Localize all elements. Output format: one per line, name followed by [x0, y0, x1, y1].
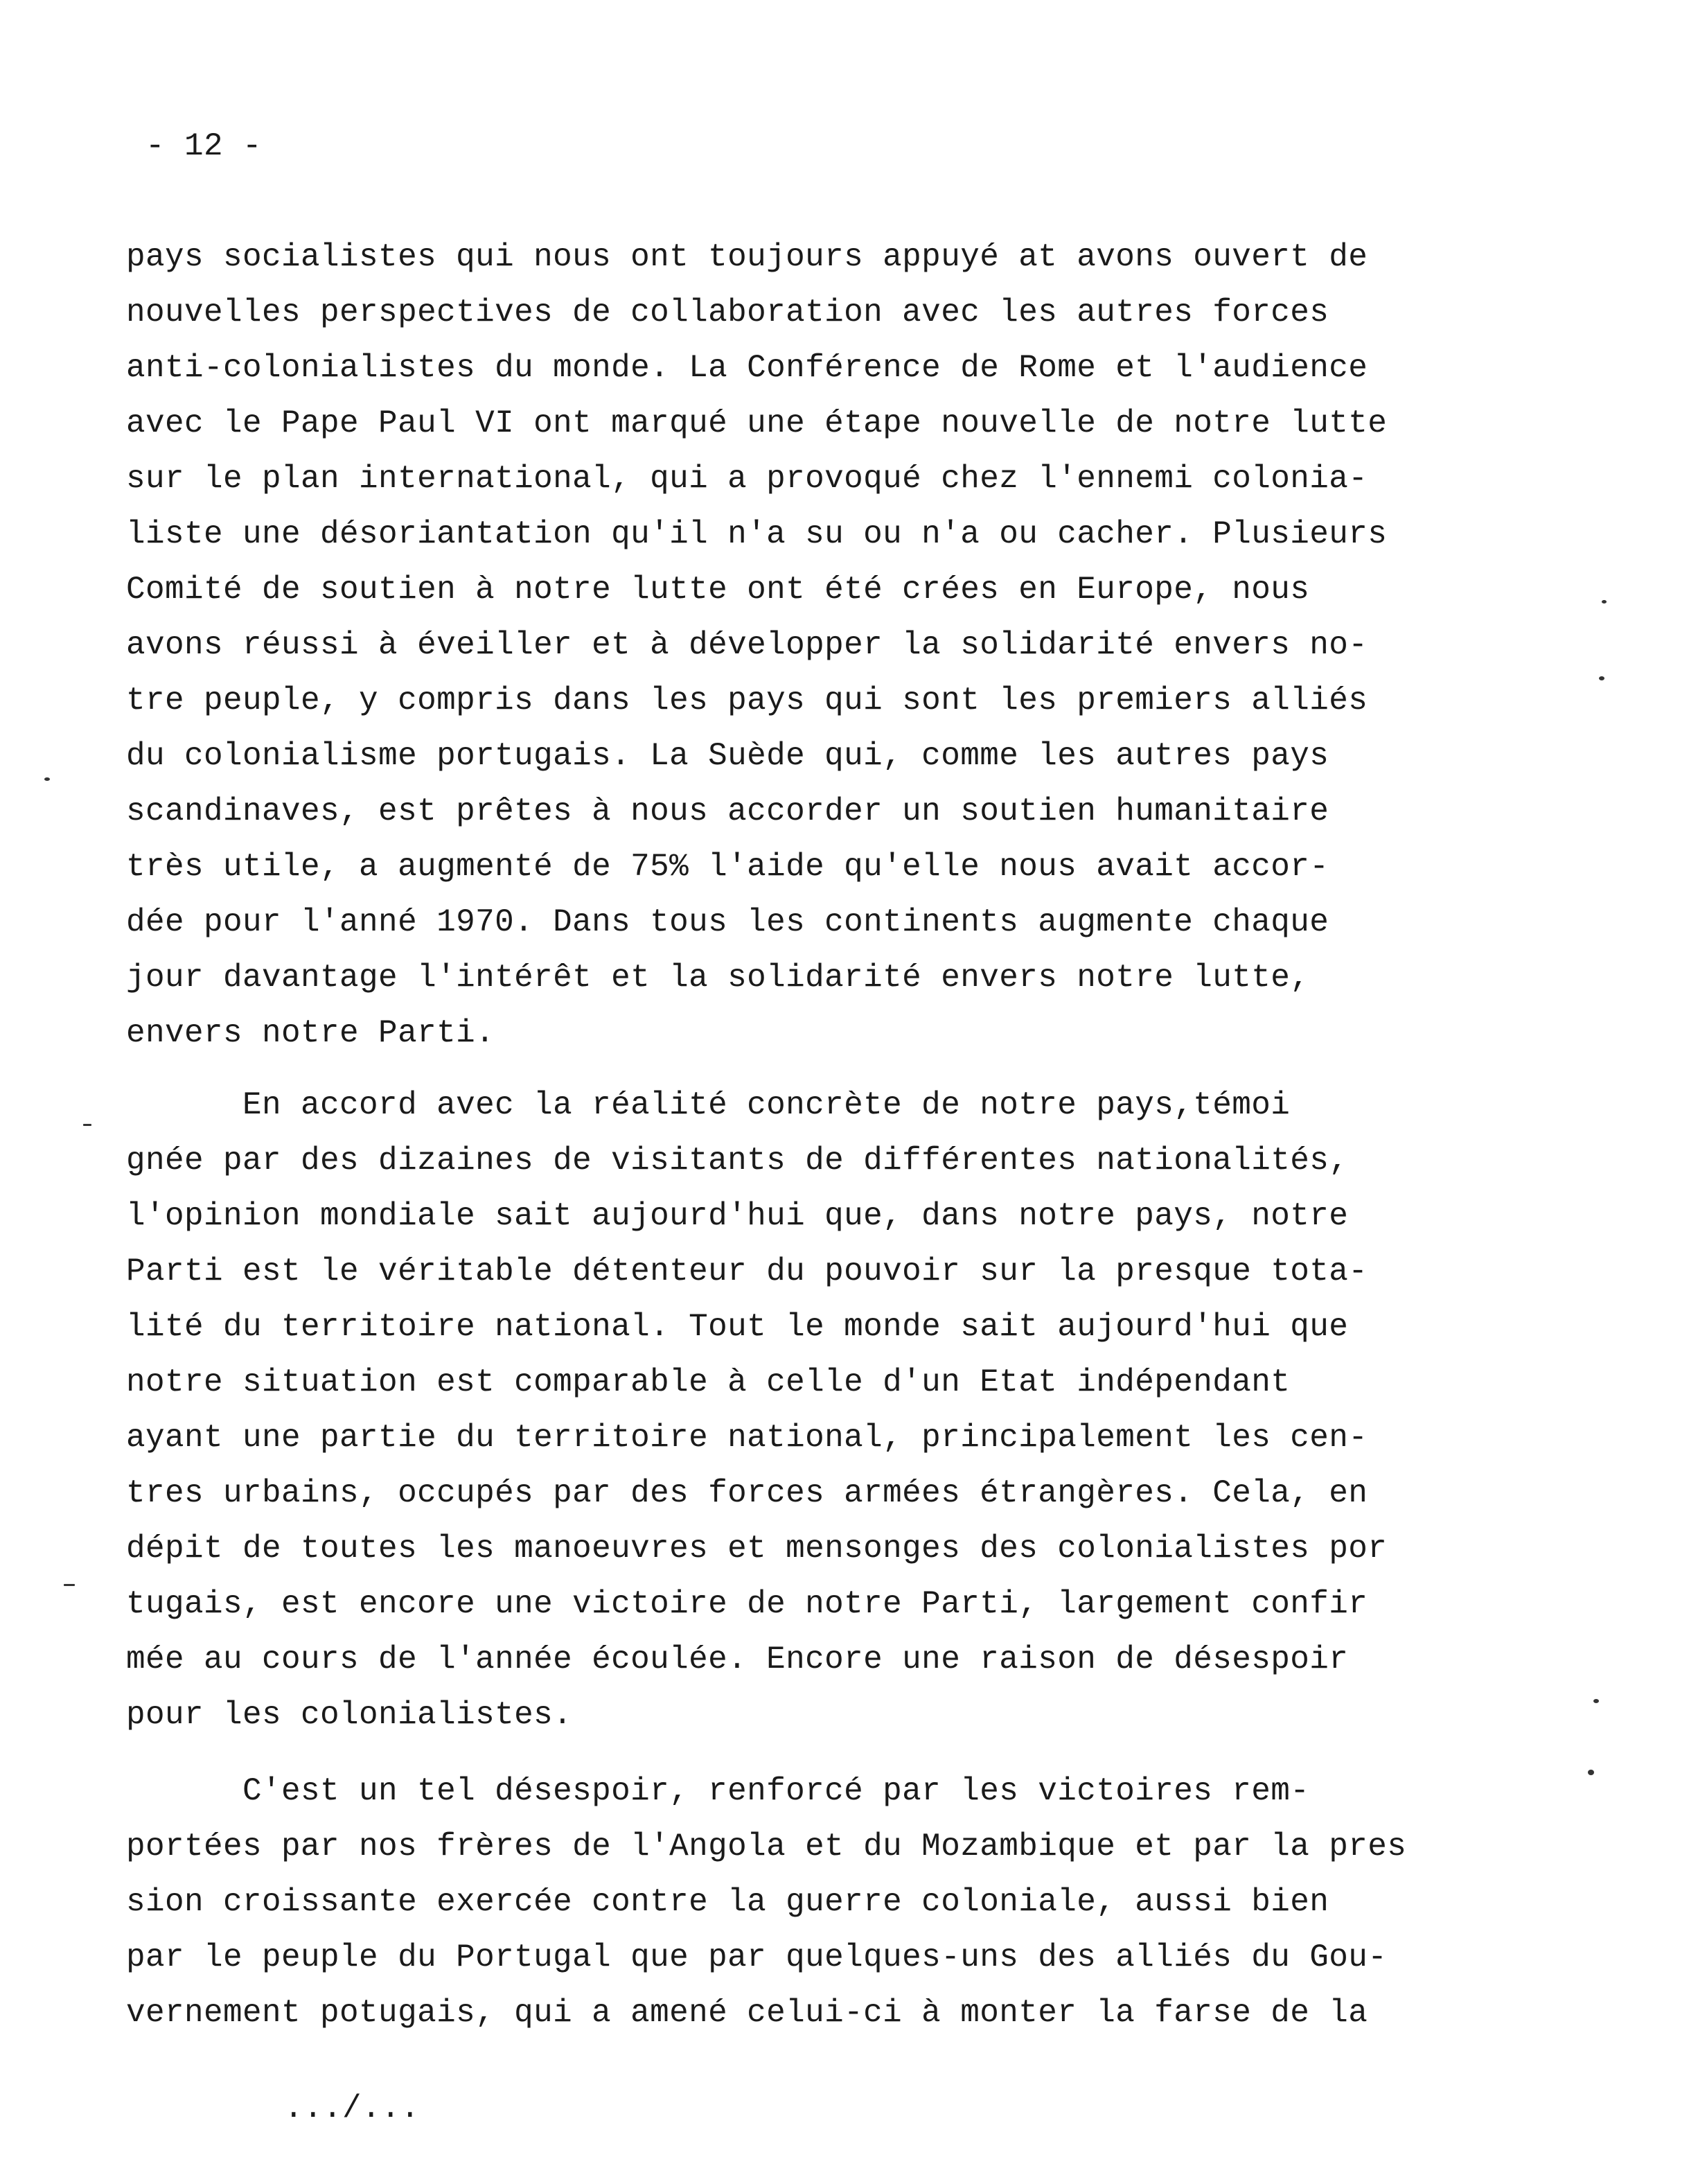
text-line: sion croissante exercée contre la guerre coloniale, aussi bien [126, 1884, 1329, 1920]
text-line: Comité de soutien à notre lutte ont été crées en Europe, nous [126, 572, 1310, 608]
continuation-mark: .../... [284, 2090, 421, 2126]
text-line: par le peuple du Portugal que par quelques-uns des alliés du Gou- [126, 1939, 1388, 1975]
scan-speck [1602, 600, 1607, 604]
text-line: nouvelles perspectives de collaboration avec les autres forces [126, 294, 1329, 331]
text-line: jour davantage l'intérêt et la solidarité envers notre lutte, [126, 960, 1310, 996]
text-line: envers notre Parti. [126, 1015, 495, 1051]
text-line: scandinaves, est prêtes à nous accorder un soutien humanitaire [126, 793, 1329, 829]
text-line: sur le plan international, qui a provoqué chez l'ennemi colonia- [126, 461, 1368, 497]
text-line: lité du territoire national. Tout le monde sait aujourd'hui que [126, 1309, 1349, 1345]
scan-speck [83, 1124, 91, 1126]
scan-speck [1588, 1770, 1594, 1775]
text-line: l'opinion mondiale sait aujourd'hui que, dans notre pays, notre [126, 1198, 1349, 1234]
text-line: liste une désoriantation qu'il n'a su ou n'a ou cacher. Plusieurs [126, 516, 1388, 552]
scan-speck [1593, 1699, 1599, 1703]
text-line: pays socialistes qui nous ont toujours appuyé at avons ouvert de [126, 239, 1368, 275]
text-line: très utile, a augmenté de 75% l'aide qu'elle nous avait accor- [126, 849, 1329, 885]
text-line: ayant une partie du territoire national, principalement les cen- [126, 1420, 1368, 1456]
text-line: avec le Pape Paul VI ont marqué une étape nouvelle de notre lutte [126, 405, 1388, 441]
text-line: anti-colonialistes du monde. La Conférence de Rome et l'audience [126, 350, 1368, 386]
text-line: gnée par des dizaines de visitants de différentes nationalités, [126, 1143, 1349, 1179]
text-line: tres urbains, occupés par des forces armées étrangères. Cela, en [126, 1475, 1368, 1511]
text-line: C'est un tel désespoir, renforcé par les victoires rem- [126, 1773, 1310, 1809]
text-line: vernement potugais, qui a amené celui-ci à monter la farse de la [126, 1995, 1368, 2031]
scan-speck [44, 777, 50, 781]
text-line: dée pour l'anné 1970. Dans tous les continents augmente chaque [126, 904, 1329, 940]
scan-speck [64, 1584, 75, 1586]
scan-speck [1599, 676, 1604, 680]
text-line: Parti est le véritable détenteur du pouvoir sur la presque tota- [126, 1253, 1368, 1289]
text-line: En accord avec la réalité concrète de notre pays,témoi [126, 1087, 1291, 1123]
text-line: avons réussi à éveiller et à développer la solidarité envers no- [126, 627, 1368, 663]
text-line: tre peuple, y compris dans les pays qui sont les premiers alliés [126, 682, 1368, 719]
text-line: portées par nos frères de l'Angola et du Mozambique et par la pres [126, 1829, 1407, 1865]
text-line: dépit de toutes les manoeuvres et mensonges des colonialistes por [126, 1531, 1388, 1567]
text-line: tugais, est encore une victoire de notre Parti, largement confir [126, 1586, 1368, 1622]
text-line: mée au cours de l'année écoulée. Encore une raison de désespoir [126, 1641, 1349, 1677]
text-line: notre situation est comparable à celle d'un Etat indépendant [126, 1364, 1291, 1400]
text-line: du colonialisme portugais. La Suède qui, comme les autres pays [126, 738, 1329, 774]
page-number: - 12 - [145, 128, 263, 164]
text-line: pour les colonialistes. [126, 1697, 573, 1733]
